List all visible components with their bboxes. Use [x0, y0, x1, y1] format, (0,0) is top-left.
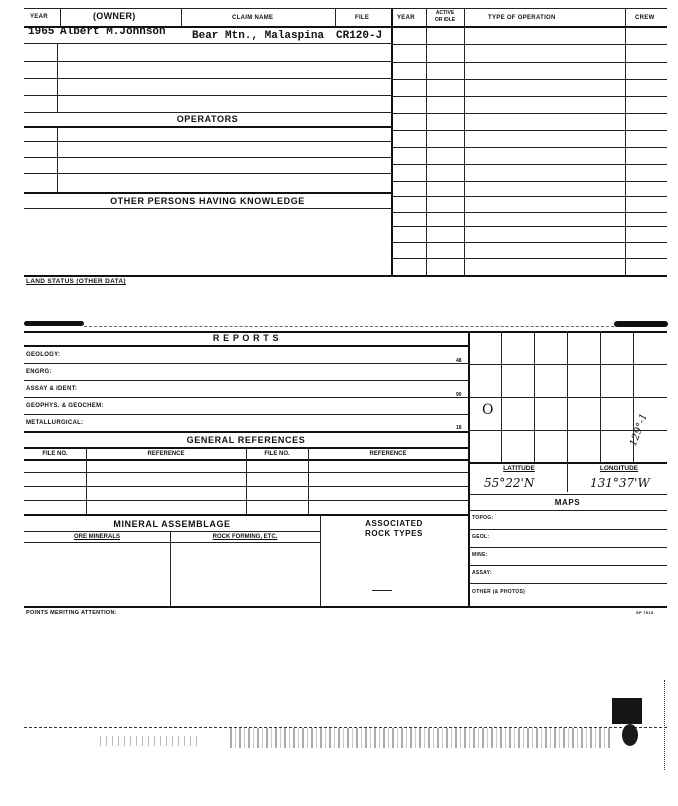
rule	[391, 62, 667, 63]
rule	[24, 363, 468, 364]
report-side-number: 18	[456, 425, 462, 431]
rule	[24, 192, 391, 194]
report-side-number: 48	[456, 358, 462, 364]
rule	[468, 510, 667, 511]
rule	[391, 212, 667, 213]
rule	[391, 196, 667, 197]
associated-rock-types-heading-2: ROCK TYPES	[364, 529, 423, 538]
rule	[24, 514, 468, 516]
latitude-value: 55°22'N	[484, 476, 535, 490]
mineral-assemblage-heading: MINERAL ASSEMBLAGE	[113, 519, 231, 529]
claim-name-header: CLAIM NAME	[232, 15, 274, 21]
reference-header: REFERENCE	[369, 451, 407, 457]
rule	[567, 462, 568, 492]
rule	[664, 680, 665, 770]
active-idle-header-1: ACTIVE	[435, 10, 455, 16]
rule	[391, 226, 667, 227]
land-status-label: LAND STATUS (OTHER DATA)	[26, 278, 126, 285]
ore-minerals-header: ORE MINERALS	[73, 534, 120, 540]
rule	[468, 529, 667, 530]
rule	[468, 583, 667, 584]
rule	[24, 141, 391, 142]
rule	[24, 606, 667, 608]
rule	[24, 542, 320, 543]
points-meriting-attention-label: POINTS MERITING ATTENTION:	[26, 610, 117, 616]
rule	[24, 173, 391, 174]
rule	[86, 447, 87, 514]
pencil-mark	[372, 590, 392, 591]
rule	[24, 157, 391, 158]
report-side-number: 90	[456, 392, 462, 398]
other-persons-heading: OTHER PERSONS HAVING KNOWLEDGE	[110, 196, 305, 206]
maps-heading: MAPS	[554, 498, 581, 507]
rule	[24, 61, 391, 62]
rule	[84, 326, 614, 327]
entry-file: CR120-J	[336, 30, 383, 42]
rule	[468, 494, 667, 495]
rule	[426, 8, 427, 276]
rule	[24, 345, 468, 347]
reference-header: REFERENCE	[147, 451, 185, 457]
rule	[391, 113, 667, 114]
rule	[320, 514, 321, 606]
rule	[391, 44, 667, 45]
scan-noise	[230, 728, 610, 748]
operators-heading: OPERATORS	[176, 114, 239, 124]
rule	[57, 43, 58, 112]
rule	[391, 242, 667, 243]
year-header: YEAR	[30, 14, 48, 20]
scan-dark-block	[612, 698, 642, 724]
rule	[625, 8, 626, 276]
maps-geol-label: GEOL:	[472, 534, 490, 540]
rule	[24, 78, 391, 79]
metallurgical-label: METALLURGICAL:	[26, 420, 84, 426]
general-references-heading: GENERAL REFERENCES	[186, 435, 306, 445]
latitude-label: LATITUDE	[503, 465, 535, 472]
maps-topog-label: TOPOG:	[472, 515, 494, 521]
longitude-label: LONGITUDE	[599, 465, 639, 472]
scan-dark-blob	[622, 724, 638, 746]
type-of-operation-header: TYPE OF OPERATION	[488, 15, 556, 21]
form-number: SP 7515	[636, 610, 654, 615]
assay-ident-label: ASSAY & IDENT:	[26, 386, 78, 392]
crew-header: CREW	[635, 15, 655, 21]
rule	[391, 258, 667, 259]
rule	[24, 8, 667, 9]
rule	[24, 43, 391, 44]
scan-noise	[100, 736, 200, 746]
rule	[464, 8, 465, 276]
engrg-label: ENGRG:	[26, 369, 52, 375]
scan-smear	[614, 321, 668, 327]
maps-assay-label: ASSAY:	[472, 570, 492, 576]
rule	[335, 8, 336, 26]
rule	[57, 126, 58, 192]
rule	[391, 8, 393, 276]
active-idle-header-2: OR IDLE	[434, 17, 456, 23]
rule	[170, 531, 171, 606]
rule	[391, 164, 667, 165]
file-no-header: FILE NO.	[42, 451, 68, 457]
entry-claim-name: Bear Mtn., Malaspina	[192, 30, 325, 42]
file-header: FILE	[355, 15, 370, 21]
rule	[24, 275, 667, 277]
associated-rock-types-heading-1: ASSOCIATED	[365, 519, 423, 528]
rule	[246, 447, 247, 514]
rule	[391, 130, 667, 131]
rule	[24, 95, 391, 96]
rule	[391, 96, 667, 97]
maps-mine-label: MINE:	[472, 552, 488, 558]
maps-other-label: OTHER (& PHOTOS)	[472, 589, 526, 595]
rule	[468, 397, 667, 398]
geology-label: GEOLOGY:	[26, 352, 61, 358]
rule	[391, 181, 667, 182]
entry-year: 1965	[28, 26, 55, 38]
rule	[391, 79, 667, 80]
rule	[24, 208, 391, 209]
rule	[24, 112, 391, 113]
owner-header: (OWNER)	[93, 11, 136, 21]
entry-owner: Albert M.Johnson	[60, 26, 166, 38]
rule	[24, 531, 320, 532]
reports-heading: R E P O R T S	[212, 333, 280, 343]
rule	[24, 380, 468, 381]
rule	[468, 565, 667, 566]
rock-forming-header: ROCK FORMING, ETC.	[212, 534, 278, 540]
rule	[60, 8, 61, 26]
grid-circle-mark: O	[482, 402, 494, 418]
geophys-geochem-label: GEOPHYS. & GEOCHEM:	[26, 403, 104, 409]
rule	[24, 397, 468, 398]
year2-header: YEAR	[397, 15, 415, 21]
map-note: 129°-1	[628, 412, 650, 448]
rule	[468, 547, 667, 548]
rule	[468, 364, 667, 365]
rule	[24, 431, 468, 433]
rule	[24, 414, 468, 415]
longitude-value: 131°37'W	[590, 476, 650, 490]
rule	[181, 8, 182, 26]
rule	[391, 147, 667, 148]
scan-smear	[24, 321, 84, 326]
rule	[24, 126, 391, 128]
file-no-header: FILE NO.	[264, 451, 290, 457]
rule	[308, 447, 309, 514]
